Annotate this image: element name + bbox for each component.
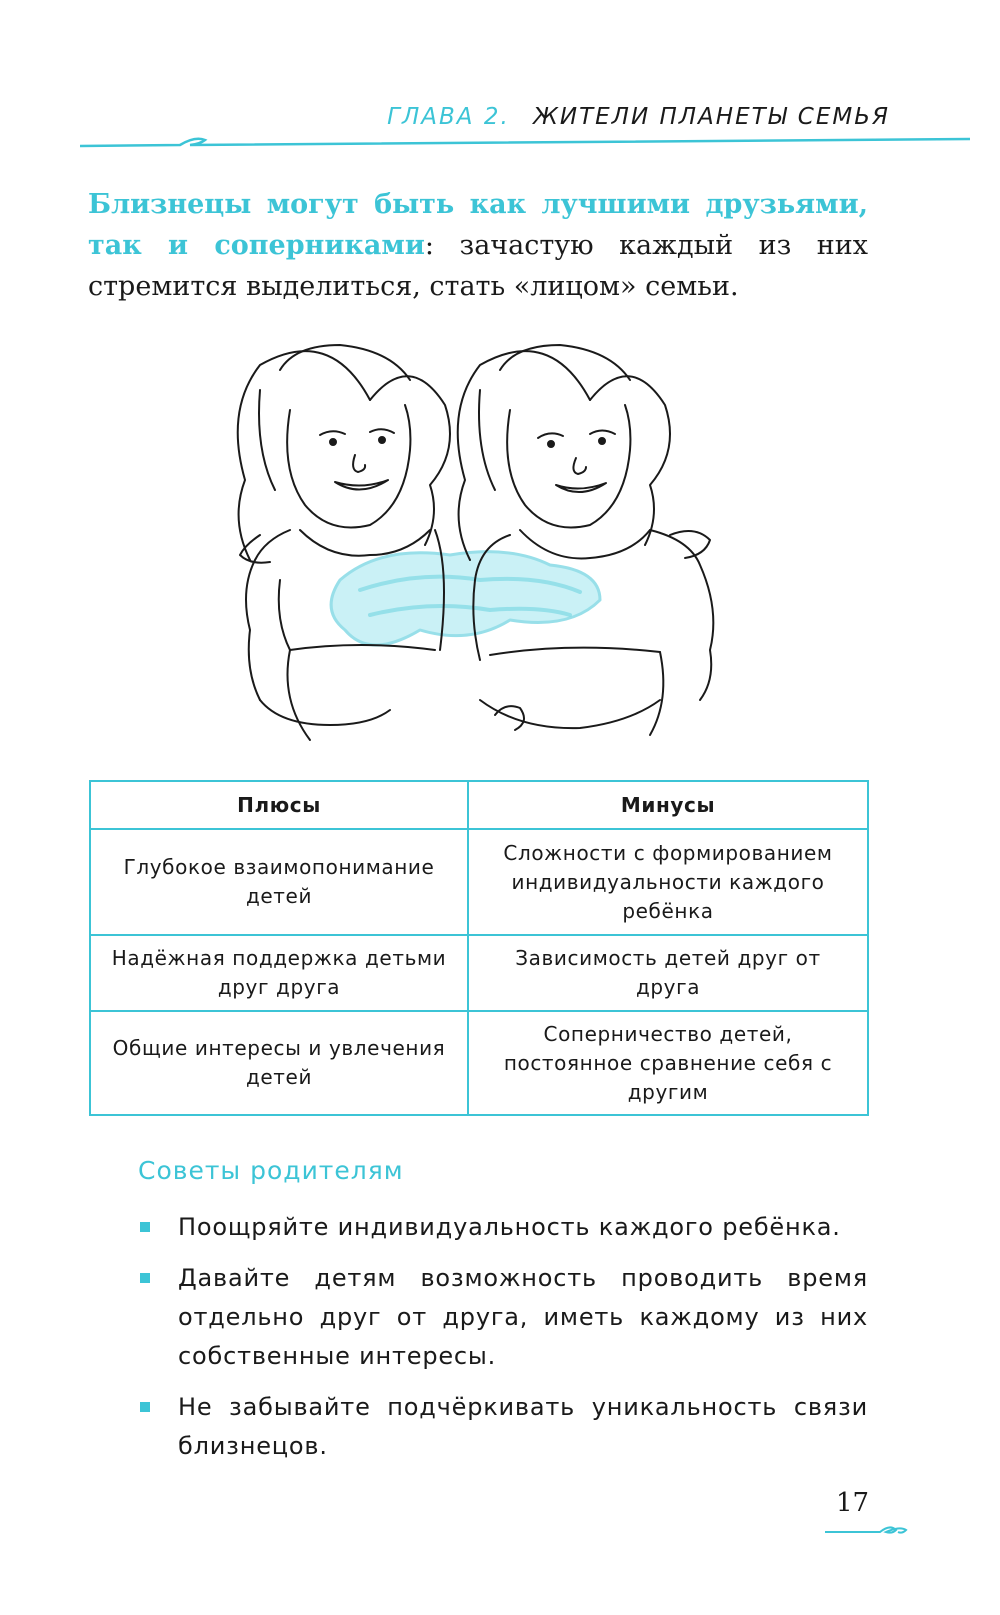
intro-rest: : зачастую каждый из них стремится выделиться, стать «лицом» семьи. bbox=[88, 230, 869, 302]
accent-scribble bbox=[331, 552, 600, 645]
header-pros: Плюсы bbox=[90, 781, 468, 829]
advice-heading: Советы родителям bbox=[138, 1156, 404, 1185]
cons-cell: Сложности с формированием индивидуальности каждого ребёнка bbox=[468, 829, 868, 935]
pros-cell: Общие интересы и увлечения детей bbox=[90, 1011, 468, 1115]
cons-cell: Зависимость детей друг от друга bbox=[468, 935, 868, 1011]
advice-text: Не забывайте подчёркивать уникальность связи близнецов. bbox=[178, 1393, 868, 1460]
square-bullet-icon bbox=[140, 1273, 150, 1283]
twins-illustration bbox=[220, 330, 740, 750]
table-row bbox=[90, 829, 868, 935]
list-item bbox=[138, 1259, 868, 1376]
page-number: 17 bbox=[836, 1488, 870, 1518]
advice-text: Давайте детям возможность проводить время отдельно друг от друга, иметь каждому из них собственные интересы. bbox=[178, 1264, 868, 1370]
footer-swash-icon bbox=[820, 1512, 920, 1542]
advice-text: Поощряйте индивидуальность каждого ребёнка. bbox=[178, 1213, 841, 1241]
intro-highlight: Близнецы могут быть как лучшими друзьями, так и соперниками bbox=[88, 189, 868, 261]
square-bullet-icon bbox=[140, 1222, 150, 1232]
running-header bbox=[0, 98, 1000, 158]
table-row bbox=[90, 935, 868, 1011]
square-bullet-icon bbox=[140, 1402, 150, 1412]
cons-cell: Соперничество детей, постоянное сравнение себя с другим bbox=[468, 1011, 868, 1115]
pros-cons-table bbox=[89, 780, 869, 1116]
table-header-row bbox=[90, 781, 868, 829]
pros-cell: Глубокое взаимопонимание детей bbox=[90, 829, 468, 935]
chapter-title: ЖИТЕЛИ ПЛАНЕТЫ СЕМЬЯ bbox=[533, 104, 890, 130]
advice-list bbox=[138, 1208, 868, 1478]
list-item bbox=[138, 1388, 868, 1466]
list-item bbox=[138, 1208, 868, 1247]
intro-paragraph bbox=[88, 184, 868, 307]
chapter-label: ГЛАВА 2. bbox=[387, 104, 510, 130]
header-cons: Минусы bbox=[468, 781, 868, 829]
table-row bbox=[90, 1011, 868, 1115]
pros-cell: Надёжная поддержка детьми друг друга bbox=[90, 935, 468, 1011]
